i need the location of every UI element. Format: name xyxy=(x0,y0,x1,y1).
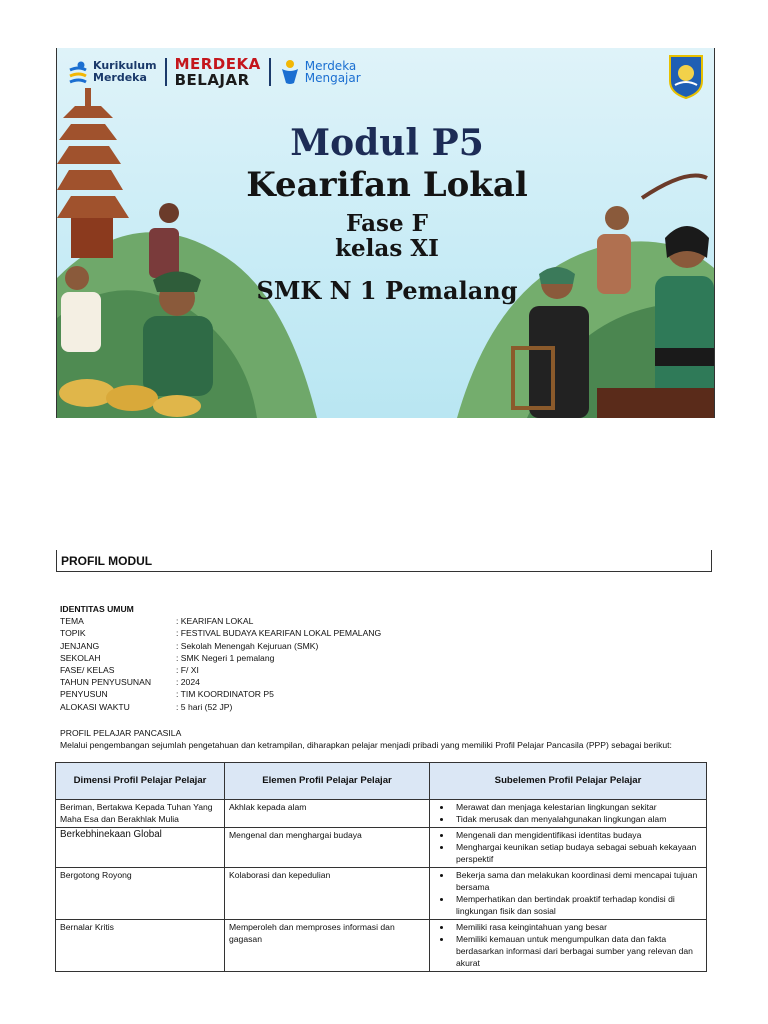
identitas-value: : FESTIVAL BUDAYA KEARIFAN LOKAL PEMALANG xyxy=(176,628,382,639)
identitas-row xyxy=(60,688,700,700)
list-item: • Menghargai keunikan setiap budaya sebagai sebuah kekayaan perspektif xyxy=(452,841,702,865)
merdeka-belajar-logo xyxy=(175,56,261,88)
list-item: • Memiliki kemauan untuk mengumpulkan data dan fakta berdasarkan informasi dari berbagai sumber yang relevan dan akurat xyxy=(452,933,702,969)
merdeka-mengajar-line2: Mengajar xyxy=(304,71,361,85)
identitas-key: JENJANG xyxy=(60,640,100,651)
profil-pelajar-pancasila xyxy=(60,727,720,751)
identitas-value: : F/ XI xyxy=(176,665,199,676)
list-item: • Memperhatikan dan bertindak proaktif terhadap kondisi di lingkungan fisik dan sosial xyxy=(452,893,702,917)
kurikulum-merdeka-icon xyxy=(67,60,89,84)
identitas-value: : SMK Negeri 1 pemalang xyxy=(176,652,275,663)
ppp-intro: Melalui pengembangan sejumlah pengetahuan dan ketrampilan, diharapkan pelajar menjadi pribadi yang memiliki Profil Pelajar Pancasila (PPP) sebagai berikut: xyxy=(60,740,672,750)
merdeka-mengajar-icon xyxy=(279,59,301,85)
logo-bar xyxy=(67,54,361,90)
header-dimensi: Dimensi Profil Pelajar Pelajar xyxy=(56,763,225,800)
identitas-row xyxy=(60,701,700,713)
merdeka-belajar-line1: MERDEKA xyxy=(174,55,261,73)
identitas-title: IDENTITAS UMUM xyxy=(60,604,134,614)
identitas-value: : 2024 xyxy=(176,677,200,688)
ppp-table-header-row xyxy=(56,763,707,800)
table-row xyxy=(56,868,707,920)
identitas-key: ALOKASI WAKTU xyxy=(60,701,130,712)
identitas-value: : TIM KOORDINATOR P5 xyxy=(176,689,274,700)
identitas-row xyxy=(60,640,700,652)
header-elemen: Elemen Profil Pelajar Pelajar xyxy=(225,763,430,800)
regency-crest-icon xyxy=(667,53,705,99)
table-row xyxy=(56,828,707,868)
identitas-row xyxy=(60,615,700,627)
dimensi-cell: Bergotong Royong xyxy=(56,868,225,920)
subelemen-list xyxy=(434,921,702,969)
cover-banner xyxy=(56,48,715,418)
identitas-key: PENYUSUN xyxy=(60,689,108,700)
header-subelemen: Subelemen Profil Pelajar Pelajar xyxy=(430,763,707,800)
identitas-value: : Sekolah Menengah Kejuruan (SMK) xyxy=(176,640,319,651)
kurikulum-logo-line2: Merdeka xyxy=(93,71,147,84)
cover-school: SMK N 1 Pemalang xyxy=(256,276,518,305)
logo-divider xyxy=(269,58,271,86)
identitas-row xyxy=(60,652,700,664)
identitas-key: TAHUN PENYUSUNAN xyxy=(60,677,152,688)
table-row xyxy=(56,800,707,828)
subelemen-cell xyxy=(430,868,707,920)
kurikulum-merdeka-logo xyxy=(67,60,157,84)
identitas-key: TEMA xyxy=(60,616,84,627)
list-item: • Bekerja sama dan melakukan koordinasi demi mencapai tujuan bersama xyxy=(452,869,702,893)
kurikulum-logo-line1: Kurikulum xyxy=(93,59,157,72)
identitas-key: FASE/ KELAS xyxy=(60,665,115,676)
elemen-cell: Memperoleh dan memproses informasi dan gagasan xyxy=(225,920,430,972)
table-row xyxy=(56,920,707,972)
subelemen-list xyxy=(434,801,702,825)
merdeka-mengajar-line1: Merdeka xyxy=(304,59,357,73)
list-item: • Merawat dan menjaga kelestarian lingkungan sekitar xyxy=(452,801,702,813)
dimensi-cell: Bernalar Kritis xyxy=(56,920,225,972)
merdeka-mengajar-logo xyxy=(279,59,361,85)
profil-modul-heading: PROFIL MODUL xyxy=(56,550,712,572)
subelemen-cell xyxy=(430,920,707,972)
list-item: • Tidak merusak dan menyalahgunakan lingkungan alam xyxy=(452,813,702,825)
identitas-key: TOPIK xyxy=(60,628,86,639)
cover-title-line2: Kearifan Lokal xyxy=(246,165,528,205)
logo-divider xyxy=(165,58,167,86)
elemen-cell: Kolaborasi dan kepedulian xyxy=(225,868,430,920)
subelemen-cell xyxy=(430,828,707,868)
cover-title-line1: Modul P5 xyxy=(290,122,484,164)
subelemen-cell xyxy=(430,800,707,828)
identitas-row xyxy=(60,676,700,688)
cover-title-block xyxy=(207,123,567,305)
dimensi-cell: Berkebhinekaan Global xyxy=(56,828,225,868)
identitas-value: : KEARIFAN LOKAL xyxy=(176,616,254,627)
ppp-table xyxy=(55,762,707,972)
elemen-cell: Akhlak kepada alam xyxy=(225,800,430,828)
elemen-cell: Mengenal dan menghargai budaya xyxy=(225,828,430,868)
identitas-row xyxy=(60,664,700,676)
subelemen-list xyxy=(434,829,702,865)
identitas-key: SEKOLAH xyxy=(60,652,101,663)
cover-fase: Fase F xyxy=(346,210,428,237)
identitas-row xyxy=(60,627,700,639)
cover-kelas: kelas XI xyxy=(335,235,439,262)
identitas-rows xyxy=(60,615,700,713)
list-item: • Memiliki rasa keingintahuan yang besar xyxy=(452,921,702,933)
dimensi-cell: Beriman, Bertakwa Kepada Tuhan Yang Maha Esa dan Berakhlak Mulia xyxy=(56,800,225,828)
ppp-title: PROFIL PELAJAR PANCASILA xyxy=(60,728,182,738)
list-item: • Mengenali dan mengidentifikasi identitas budaya xyxy=(452,829,702,841)
subelemen-list xyxy=(434,869,702,917)
merdeka-belajar-line2: BELAJAR xyxy=(174,71,250,89)
identitas-value: : 5 hari (52 JP) xyxy=(176,701,233,712)
identitas-umum xyxy=(60,603,700,713)
